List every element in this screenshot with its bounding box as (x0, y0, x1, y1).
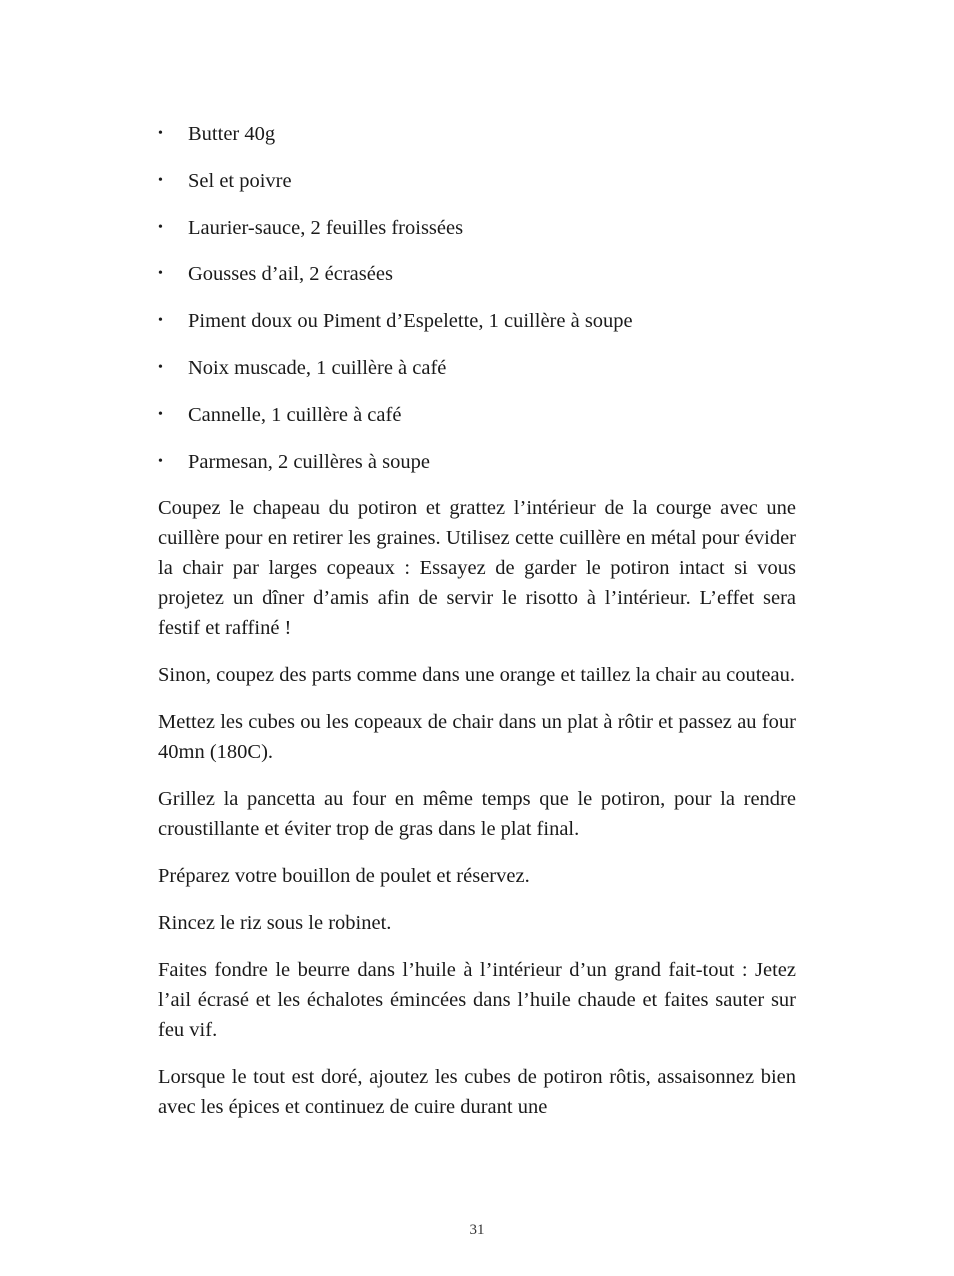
bullet-icon: • (158, 406, 163, 422)
instruction-paragraph: Mettez les cubes ou les copeaux de chair dans un plat à rôtir et passez au four 40mn (180C). (158, 711, 796, 763)
ingredient-item (158, 353, 798, 400)
ingredient-item (158, 119, 798, 166)
ingredient-item (158, 400, 798, 447)
instruction-paragraph: Coupez le chapeau du potiron et grattez l’intérieur de la courge avec une cuillère pour en retirer les graines. Utilisez cette cuillère en métal pour évider la chair par larges copeaux : Essayez de garder le potiron intact si vous projetez un dîner d’amis afin de servir le risotto à l’intérieur. L’effet sera festif et raffiné ! (158, 497, 796, 639)
page-number: 31 (469, 1222, 485, 1238)
instruction-paragraph: Grillez la pancetta au four en même temps que le potiron, pour la rendre croustillante et éviter trop de gras dans le plat final. (158, 788, 796, 840)
bullet-icon: • (158, 266, 163, 282)
ingredient-item (158, 213, 798, 260)
ingredient-item (158, 306, 798, 353)
ingredient-text: Gousses d’ail, 2 écrasées (188, 263, 393, 286)
ingredient-item (158, 166, 798, 213)
instruction-paragraph: Préparez votre bouillon de poulet et réservez. (158, 865, 530, 887)
ingredient-text: Parmesan, 2 cuillères à soupe (188, 450, 430, 473)
instructions-body (158, 493, 796, 1139)
bullet-icon: • (158, 453, 163, 469)
bullet-icon: • (158, 313, 163, 329)
bullet-icon: • (158, 126, 163, 141)
ingredient-text: Piment doux ou Piment d’Espelette, 1 cuillère à soupe (188, 310, 633, 333)
ingredient-text: Cannelle, 1 cuillère à café (188, 403, 402, 426)
bullet-icon: • (158, 172, 163, 188)
instruction-paragraph: Sinon, coupez des parts comme dans une orange et taillez la chair au couteau. (158, 664, 795, 686)
ingredient-text: Noix muscade, 1 cuillère à café (188, 356, 447, 379)
ingredient-text: Sel et poivre (188, 169, 292, 192)
bullet-icon: • (158, 219, 163, 235)
ingredient-text: Butter 40g (188, 123, 276, 145)
instruction-paragraph: Lorsque le tout est doré, ajoutez les cubes de potiron rôtis, assaisonnez bien avec les épices et continuez de cuire durant une (158, 1066, 796, 1118)
ingredient-item (158, 447, 798, 494)
ingredient-list (158, 119, 798, 493)
bullet-icon: • (158, 359, 163, 375)
ingredient-text: Laurier-sauce, 2 feuilles froissées (188, 216, 464, 239)
instruction-paragraph: Faites fondre le beurre dans l’huile à l’intérieur d’un grand fait-tout : Jetez l’ail écrasé et les échalotes émincées dans l’huile chaude et faites sauter sur feu vif. (158, 959, 796, 1041)
instruction-paragraph: Rincez le riz sous le robinet. (158, 912, 392, 934)
ingredient-item (158, 259, 798, 306)
